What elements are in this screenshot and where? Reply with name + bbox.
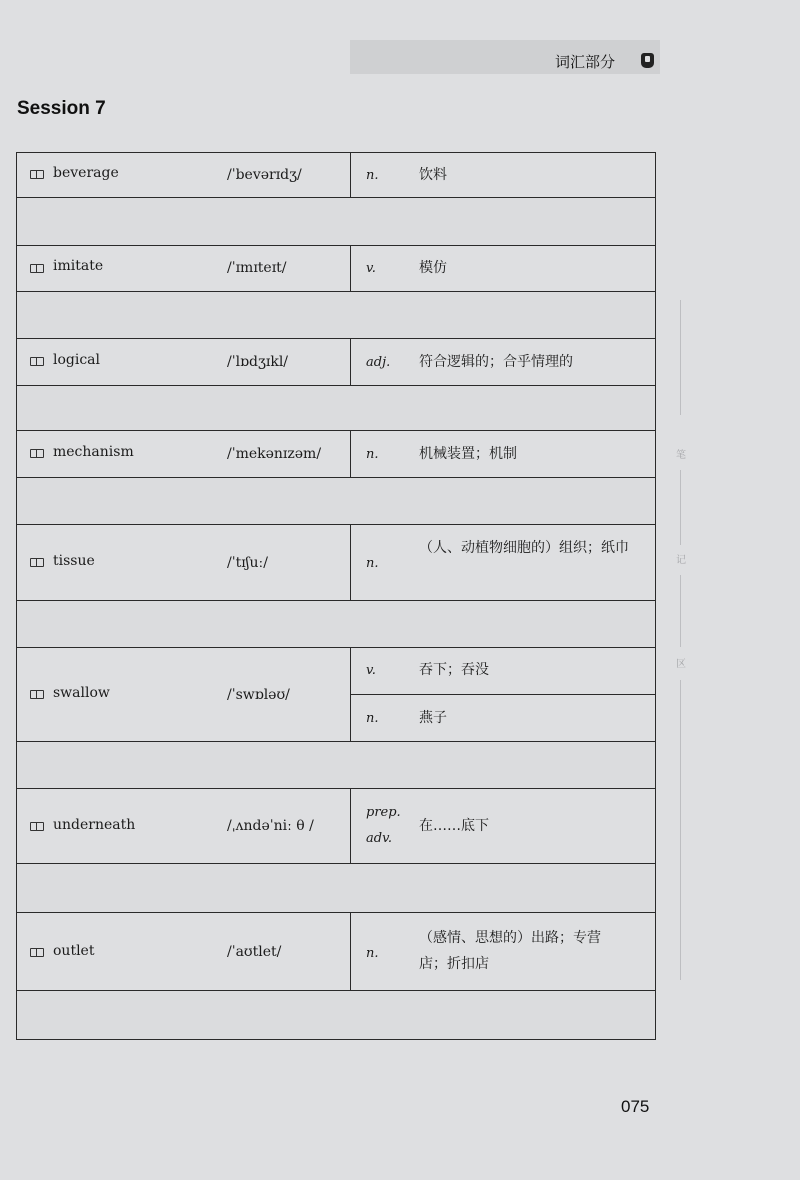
word-cell <box>17 789 351 863</box>
sense-row <box>350 648 655 694</box>
word-cell <box>17 525 351 600</box>
word: mechanism <box>53 444 134 460</box>
definition-cell <box>350 339 655 385</box>
phonetic: /ˌʌndəˈniː θ / <box>227 818 314 834</box>
book-icon <box>30 690 44 699</box>
blank-row <box>16 742 656 789</box>
word: tissue <box>53 553 95 569</box>
part-of-speech: n. <box>366 168 379 183</box>
meaning: 模仿 <box>419 260 447 276</box>
meaning: 饮料 <box>419 167 447 183</box>
meaning: 吞下；吞没 <box>419 662 489 678</box>
margin-note-char: 笔 <box>676 450 686 461</box>
blank-row <box>16 864 656 913</box>
word: logical <box>53 352 101 368</box>
vocab-row <box>16 152 656 198</box>
meaning: 在……底下 <box>419 818 489 834</box>
margin-rule <box>680 575 681 647</box>
part-of-speech: adj. <box>366 355 391 370</box>
word: swallow <box>53 685 110 701</box>
vocab-row <box>16 246 656 292</box>
meaning: （感情、思想的）出路；专营店；折扣店 <box>419 930 601 972</box>
section-title: 词汇部分 <box>555 53 616 71</box>
book-icon <box>30 822 44 831</box>
meaning: 机械装置；机制 <box>419 446 517 462</box>
vocabulary-table <box>16 152 656 1040</box>
word-cell <box>17 153 351 197</box>
definition-cell <box>350 648 655 741</box>
book-icon <box>30 948 44 957</box>
word-cell <box>17 246 351 291</box>
margin-note-char: 区 <box>676 659 686 670</box>
vocab-row <box>16 431 656 478</box>
book-icon <box>30 558 44 567</box>
word-cell <box>17 339 351 385</box>
part-of-speech: v. <box>366 261 376 276</box>
definition-cell <box>350 789 655 863</box>
word: underneath <box>53 817 136 833</box>
section-mark-icon <box>641 53 654 68</box>
phonetic: /ˈɪmɪteɪt/ <box>227 260 287 276</box>
vocab-row <box>16 913 656 991</box>
phonetic: /ˈtɪʃuː/ <box>227 555 268 571</box>
definition-cell <box>350 246 655 291</box>
part-of-speech: v. <box>366 663 376 678</box>
blank-row <box>16 601 656 648</box>
vocab-row <box>16 648 656 742</box>
definition-cell <box>350 153 655 197</box>
session-heading: Session 7 <box>17 98 106 119</box>
part-of-speech: prep. <box>366 805 401 820</box>
part-of-speech: n. <box>366 946 379 961</box>
book-icon <box>30 357 44 366</box>
margin-rule <box>680 680 681 980</box>
meaning: （人、动植物细胞的）组织；纸巾 <box>419 540 629 556</box>
blank-row <box>16 292 656 339</box>
part-of-speech: n. <box>366 556 379 571</box>
part-of-speech: adv. <box>366 831 393 846</box>
book-icon <box>30 264 44 273</box>
book-icon <box>30 449 44 458</box>
meaning: 燕子 <box>419 710 447 726</box>
blank-row <box>16 991 656 1040</box>
phonetic: /ˈlɒdʒɪkl/ <box>227 354 289 370</box>
definition-cell <box>350 525 655 600</box>
word: outlet <box>53 943 95 959</box>
page-number: 075 <box>621 1097 650 1116</box>
word-cell <box>17 431 351 477</box>
definition-cell <box>350 913 655 990</box>
part-of-speech: n. <box>366 447 379 462</box>
word: beverage <box>53 165 119 181</box>
margin-rule <box>680 300 681 415</box>
vocab-row <box>16 789 656 864</box>
blank-row <box>16 198 656 246</box>
phonetic: /ˈmekənɪzəm/ <box>227 446 322 462</box>
word-cell <box>17 913 351 990</box>
definition-cell <box>350 431 655 477</box>
part-of-speech: n. <box>366 711 379 726</box>
sense-row <box>350 694 655 741</box>
phonetic: /ˈbevərɪdʒ/ <box>227 167 302 183</box>
phonetic: /ˈswɒləʊ/ <box>227 687 290 703</box>
word-cell <box>17 648 351 741</box>
margin-rule <box>680 470 681 545</box>
vocab-row <box>16 339 656 386</box>
blank-row <box>16 478 656 525</box>
margin-note-char: 记 <box>676 555 686 566</box>
vocab-row <box>16 525 656 601</box>
blank-row <box>16 386 656 431</box>
meaning: 符合逻辑的；合乎情理的 <box>419 354 573 370</box>
phonetic: /ˈaʊtlet/ <box>227 944 282 960</box>
word: imitate <box>53 258 104 274</box>
book-icon <box>30 170 44 179</box>
